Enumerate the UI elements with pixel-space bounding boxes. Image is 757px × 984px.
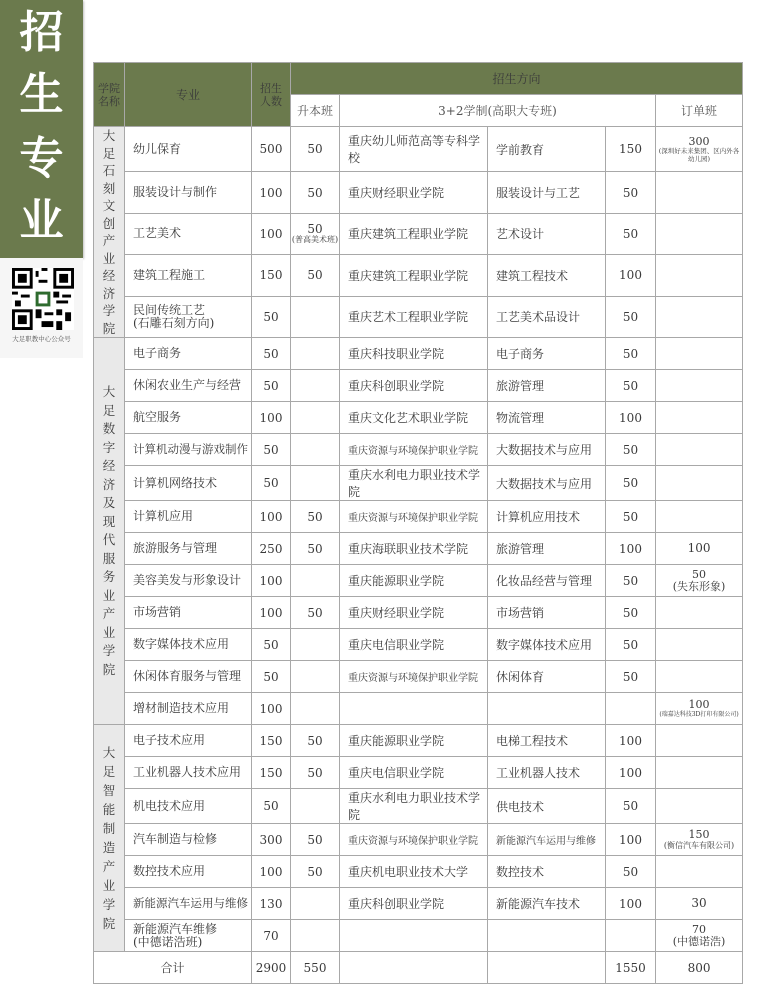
header-enroll: 招生人数 (252, 63, 291, 127)
table-row (94, 629, 743, 661)
header-row (94, 63, 743, 95)
school-cell: 重庆资源与环境保护职业学院 (340, 824, 488, 856)
total-direction (488, 952, 606, 984)
upgrade-cell (291, 370, 340, 402)
order-cell (656, 402, 743, 434)
table-row (94, 597, 743, 629)
college-cell: 大足数字经济及现代服务业产业学院 (94, 338, 125, 725)
header-order: 订单班 (656, 95, 743, 127)
direction-cell: 新能源汽车技术 (488, 888, 606, 920)
header-upgrade: 升本班 (291, 95, 340, 127)
order-cell (656, 725, 743, 757)
table-row (94, 370, 743, 402)
upgrade-cell: 50 (291, 597, 340, 629)
upgrade-cell: 50 (普高美术班) (291, 213, 340, 254)
three-two-count-cell: 100 (606, 725, 656, 757)
enroll-cell: 70 (252, 920, 291, 952)
table-row (94, 888, 743, 920)
school-cell: 重庆海联职业技术学院 (340, 533, 488, 565)
header-direction: 招生方向 (291, 63, 743, 95)
upgrade-cell: 50 (291, 725, 340, 757)
total-order: 800 (656, 952, 743, 984)
direction-cell: 艺术设计 (488, 213, 606, 254)
major-cell: 数字媒体技术应用 (125, 629, 252, 661)
upgrade-cell (291, 888, 340, 920)
direction-cell: 数字媒体技术应用 (488, 629, 606, 661)
school-cell: 重庆电信职业学院 (340, 757, 488, 789)
school-cell: 重庆能源职业学院 (340, 725, 488, 757)
total-label: 合计 (94, 952, 252, 984)
three-two-count-cell: 150 (606, 127, 656, 172)
direction-cell: 建筑工程技术 (488, 255, 606, 296)
major-cell: 美容美发与形象设计 (125, 565, 252, 597)
enroll-cell: 150 (252, 725, 291, 757)
banner-char: 招 (19, 7, 64, 58)
table-row (94, 757, 743, 789)
table-row (94, 824, 743, 856)
upgrade-cell (291, 629, 340, 661)
school-cell: 重庆财经职业学院 (340, 597, 488, 629)
school-cell: 重庆文化艺术职业学院 (340, 402, 488, 434)
table-row (94, 172, 743, 213)
table-row (94, 255, 743, 296)
order-cell (656, 296, 743, 337)
upgrade-cell: 50 (291, 255, 340, 296)
upgrade-cell: 50 (291, 533, 340, 565)
table-row (94, 296, 743, 337)
three-two-count-cell: 50 (606, 661, 656, 693)
title-banner (0, 0, 83, 258)
upgrade-cell (291, 434, 340, 466)
direction-cell (488, 920, 606, 952)
order-cell (656, 597, 743, 629)
school-cell: 重庆水利电力职业技术学院 (340, 466, 488, 501)
school-cell: 重庆艺术工程职业学院 (340, 296, 488, 337)
order-cell (656, 213, 743, 254)
enroll-cell: 50 (252, 296, 291, 337)
enroll-cell: 100 (252, 856, 291, 888)
three-two-count-cell: 50 (606, 856, 656, 888)
upgrade-cell (291, 466, 340, 501)
order-cell (656, 629, 743, 661)
school-cell (340, 693, 488, 725)
direction-cell: 电子商务 (488, 338, 606, 370)
direction-cell: 服装设计与工艺 (488, 172, 606, 213)
major-cell: 汽车制造与检修 (125, 824, 252, 856)
direction-cell: 旅游管理 (488, 370, 606, 402)
three-two-count-cell: 50 (606, 466, 656, 501)
upgrade-cell: 50 (291, 127, 340, 172)
three-two-count-cell: 100 (606, 255, 656, 296)
enroll-cell: 100 (252, 565, 291, 597)
direction-cell: 数控技术 (488, 856, 606, 888)
enroll-cell: 100 (252, 402, 291, 434)
table-row (94, 466, 743, 501)
header-three-two: 3+2学制(高职大专班) (340, 95, 656, 127)
table-row (94, 565, 743, 597)
enroll-cell: 100 (252, 501, 291, 533)
enroll-cell: 130 (252, 888, 291, 920)
upgrade-cell (291, 920, 340, 952)
major-cell: 工业机器人技术应用 (125, 757, 252, 789)
college-cell: 大足石刻文创产业经济学院 (94, 127, 125, 338)
order-cell: 50 (失东形象) (656, 565, 743, 597)
three-two-count-cell: 50 (606, 296, 656, 337)
three-two-count-cell: 100 (606, 533, 656, 565)
order-cell (656, 255, 743, 296)
major-cell: 旅游服务与管理 (125, 533, 252, 565)
direction-cell: 学前教育 (488, 127, 606, 172)
three-two-count-cell: 100 (606, 824, 656, 856)
enroll-cell: 50 (252, 629, 291, 661)
three-two-count-cell: 50 (606, 213, 656, 254)
school-cell: 重庆电信职业学院 (340, 629, 488, 661)
order-cell (656, 856, 743, 888)
major-cell: 计算机应用 (125, 501, 252, 533)
enroll-cell: 50 (252, 338, 291, 370)
direction-cell: 电梯工程技术 (488, 725, 606, 757)
upgrade-cell: 50 (291, 501, 340, 533)
total-three-two: 1550 (606, 952, 656, 984)
major-cell: 休闲体育服务与管理 (125, 661, 252, 693)
enrollment-table (93, 62, 743, 984)
total-upgrade: 550 (291, 952, 340, 984)
school-cell: 重庆建筑工程职业学院 (340, 213, 488, 254)
upgrade-cell: 50 (291, 757, 340, 789)
school-cell: 重庆财经职业学院 (340, 172, 488, 213)
table-row (94, 920, 743, 952)
major-cell: 新能源汽车维修 (中德诺浩班) (125, 920, 252, 952)
three-two-count-cell: 50 (606, 338, 656, 370)
qr-panel (0, 258, 83, 358)
major-cell: 计算机动漫与游戏制作 (125, 434, 252, 466)
qr-caption: 大足职教中心公众号 (12, 335, 71, 343)
enroll-cell: 50 (252, 434, 291, 466)
order-cell: 70 (中德诺浩) (656, 920, 743, 952)
school-cell: 重庆水利电力职业技术学院 (340, 789, 488, 824)
order-cell (656, 172, 743, 213)
upgrade-cell (291, 338, 340, 370)
three-two-count-cell: 50 (606, 629, 656, 661)
banner-char: 专 (19, 133, 64, 184)
order-cell (656, 501, 743, 533)
major-cell: 数控技术应用 (125, 856, 252, 888)
qr-code-icon[interactable] (12, 268, 74, 330)
major-cell: 服装设计与制作 (125, 172, 252, 213)
major-cell: 电子技术应用 (125, 725, 252, 757)
order-cell (656, 338, 743, 370)
direction-cell: 计算机应用技术 (488, 501, 606, 533)
total-row (94, 952, 743, 984)
direction-cell: 大数据技术与应用 (488, 466, 606, 501)
table-row (94, 213, 743, 254)
upgrade-cell (291, 789, 340, 824)
order-cell: 100 (瑞嘉达科技3D打印有限公司) (656, 693, 743, 725)
school-cell: 重庆资源与环境保护职业学院 (340, 434, 488, 466)
banner-char: 生 (19, 69, 64, 120)
table-row (94, 402, 743, 434)
school-cell: 重庆能源职业学院 (340, 565, 488, 597)
upgrade-cell (291, 693, 340, 725)
order-cell: 300 (深圳好未来集团、区内外各幼儿园) (656, 127, 743, 172)
direction-cell: 化妆品经营与管理 (488, 565, 606, 597)
enroll-cell: 50 (252, 789, 291, 824)
enroll-cell: 150 (252, 255, 291, 296)
total-enroll: 2900 (252, 952, 291, 984)
order-cell: 30 (656, 888, 743, 920)
three-two-count-cell: 50 (606, 501, 656, 533)
enroll-cell: 150 (252, 757, 291, 789)
order-cell (656, 661, 743, 693)
major-cell: 建筑工程施工 (125, 255, 252, 296)
direction-cell: 新能源汽车运用与维修 (488, 824, 606, 856)
enroll-cell: 250 (252, 533, 291, 565)
three-two-count-cell: 50 (606, 434, 656, 466)
direction-cell: 旅游管理 (488, 533, 606, 565)
upgrade-cell: 50 (291, 856, 340, 888)
three-two-count-cell: 50 (606, 565, 656, 597)
enroll-cell: 50 (252, 370, 291, 402)
upgrade-cell (291, 661, 340, 693)
school-cell: 重庆科创职业学院 (340, 888, 488, 920)
table-row (94, 789, 743, 824)
direction-cell: 市场营销 (488, 597, 606, 629)
table-row (94, 725, 743, 757)
direction-cell: 工艺美术品设计 (488, 296, 606, 337)
major-cell: 幼儿保育 (125, 127, 252, 172)
three-two-count-cell: 50 (606, 172, 656, 213)
direction-cell: 工业机器人技术 (488, 757, 606, 789)
major-cell: 民间传统工艺 (石雕石刻方向) (125, 296, 252, 337)
school-cell: 重庆资源与环境保护职业学院 (340, 661, 488, 693)
total-school (340, 952, 488, 984)
major-cell: 新能源汽车运用与维修 (125, 888, 252, 920)
school-cell: 重庆资源与环境保护职业学院 (340, 501, 488, 533)
major-cell: 电子商务 (125, 338, 252, 370)
three-two-count-cell (606, 693, 656, 725)
school-cell: 重庆建筑工程职业学院 (340, 255, 488, 296)
upgrade-cell (291, 565, 340, 597)
school-cell: 重庆科技职业学院 (340, 338, 488, 370)
direction-cell: 供电技术 (488, 789, 606, 824)
major-cell: 休闲农业生产与经营 (125, 370, 252, 402)
direction-cell: 物流管理 (488, 402, 606, 434)
direction-cell (488, 693, 606, 725)
enroll-cell: 100 (252, 597, 291, 629)
three-two-count-cell: 50 (606, 789, 656, 824)
major-cell: 航空服务 (125, 402, 252, 434)
table-row (94, 856, 743, 888)
table-row (94, 661, 743, 693)
three-two-count-cell: 50 (606, 370, 656, 402)
enroll-cell: 100 (252, 693, 291, 725)
school-cell (340, 920, 488, 952)
table-row (94, 434, 743, 466)
three-two-count-cell: 50 (606, 597, 656, 629)
table-row (94, 338, 743, 370)
order-cell (656, 370, 743, 402)
order-cell (656, 434, 743, 466)
table-row (94, 127, 743, 172)
order-cell (656, 789, 743, 824)
enroll-cell: 500 (252, 127, 291, 172)
major-cell: 机电技术应用 (125, 789, 252, 824)
order-cell: 100 (656, 533, 743, 565)
enroll-cell: 50 (252, 661, 291, 693)
school-cell: 重庆科创职业学院 (340, 370, 488, 402)
header-major: 专业 (125, 63, 252, 127)
major-cell: 增材制造技术应用 (125, 693, 252, 725)
enroll-cell: 50 (252, 466, 291, 501)
enroll-cell: 100 (252, 213, 291, 254)
upgrade-cell: 50 (291, 824, 340, 856)
upgrade-cell: 50 (291, 172, 340, 213)
three-two-count-cell: 100 (606, 402, 656, 434)
order-cell (656, 466, 743, 501)
order-cell: 150 (衡信汽车有限公司) (656, 824, 743, 856)
banner-char: 业 (19, 195, 64, 246)
header-college: 学院名称 (94, 63, 125, 127)
upgrade-cell (291, 402, 340, 434)
order-cell (656, 757, 743, 789)
table-row (94, 501, 743, 533)
school-cell: 重庆幼儿师范高等专科学校 (340, 127, 488, 172)
major-cell: 计算机网络技术 (125, 466, 252, 501)
three-two-count-cell: 100 (606, 888, 656, 920)
college-cell: 大足智能制造产业学院 (94, 725, 125, 952)
school-cell: 重庆机电职业技术大学 (340, 856, 488, 888)
enroll-cell: 300 (252, 824, 291, 856)
table-row (94, 533, 743, 565)
major-cell: 市场营销 (125, 597, 252, 629)
table-row (94, 693, 743, 725)
direction-cell: 大数据技术与应用 (488, 434, 606, 466)
three-two-count-cell: 100 (606, 757, 656, 789)
upgrade-cell (291, 296, 340, 337)
direction-cell: 休闲体育 (488, 661, 606, 693)
three-two-count-cell (606, 920, 656, 952)
major-cell: 工艺美术 (125, 213, 252, 254)
enroll-cell: 100 (252, 172, 291, 213)
